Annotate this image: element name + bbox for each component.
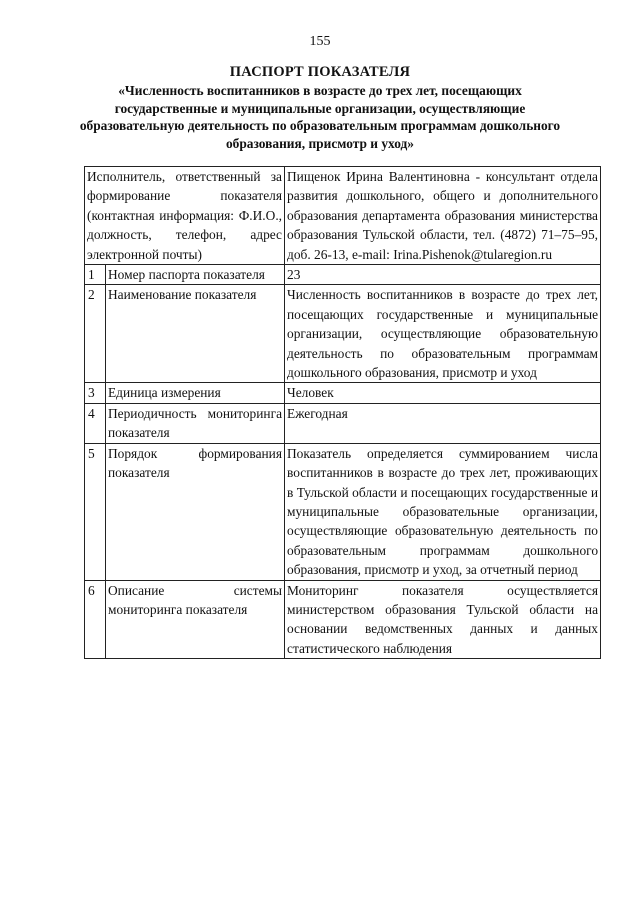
table-row [85, 265, 601, 285]
table-row [85, 580, 601, 659]
row-value: Показатель определяется суммированием числа воспитанников в возрасте до трех лет, проживающих в Тульской области и посещающих государственные и муниципальные образовательные организации, осуществляющие образовательную деятельность по образовательным программам дошкольного образования, присмотр и уход, за отчетный период [285, 443, 601, 580]
executor-value: Пищенок Ирина Валентиновна - консультант отдела развития дошкольного, общего и дополнительного образования департамента образования министерства образования Тульской области, тел. (4872) 71–75–95, доб. 26-13, e-mail: Irina.Pishenok@tularegion.ru [285, 167, 601, 265]
row-value: Человек [285, 383, 601, 403]
row-value: 23 [285, 265, 601, 285]
row-number: 2 [85, 285, 106, 383]
row-number: 5 [85, 443, 106, 580]
table-row [85, 383, 601, 403]
table-row [85, 403, 601, 443]
table-row [85, 285, 601, 383]
table-row [85, 443, 601, 580]
row-label: Порядок формирования показателя [106, 443, 285, 580]
row-label: Номер паспорта показателя [106, 265, 285, 285]
executor-row [85, 167, 601, 265]
row-number: 4 [85, 403, 106, 443]
page-number: 155 [309, 34, 331, 49]
row-label: Описание системы мониторинга показателя [106, 580, 285, 659]
row-label: Наименование показателя [106, 285, 285, 383]
document-title: ПАСПОРТ ПОКАЗАТЕЛЯ [229, 64, 411, 80]
row-value: Ежегодная [285, 403, 601, 443]
executor-label: Исполнитель, ответственный за формирование показателя (контактная информация: Ф.И.О., должность, телефон, адрес электронной почты) [85, 167, 285, 265]
row-number: 1 [85, 265, 106, 285]
row-number: 6 [85, 580, 106, 659]
passport-table [84, 166, 601, 659]
row-number: 3 [85, 383, 106, 403]
row-value: Мониторинг показателя осуществляется министерством образования Тульской области на основании ведомственных данных и данных статистического наблюдения [285, 580, 601, 659]
indicator-full-name: «Численность воспитанников в возрасте до трех лет, посещающих государственные и муниципальные организации, осуществляющие образовательную деятельность по образовательным программам дошкольного образования, присмотр и уход» [79, 83, 561, 151]
row-value: Численность воспитанников в возрасте до трех лет, посещающих государственные и муниципальные организации, осуществляющие образовательную деятельность по образовательным программам дошкольного образования, присмотр и уход [285, 285, 601, 383]
row-label: Периодичность мониторинга показателя [106, 403, 285, 443]
row-label: Единица измерения [106, 383, 285, 403]
